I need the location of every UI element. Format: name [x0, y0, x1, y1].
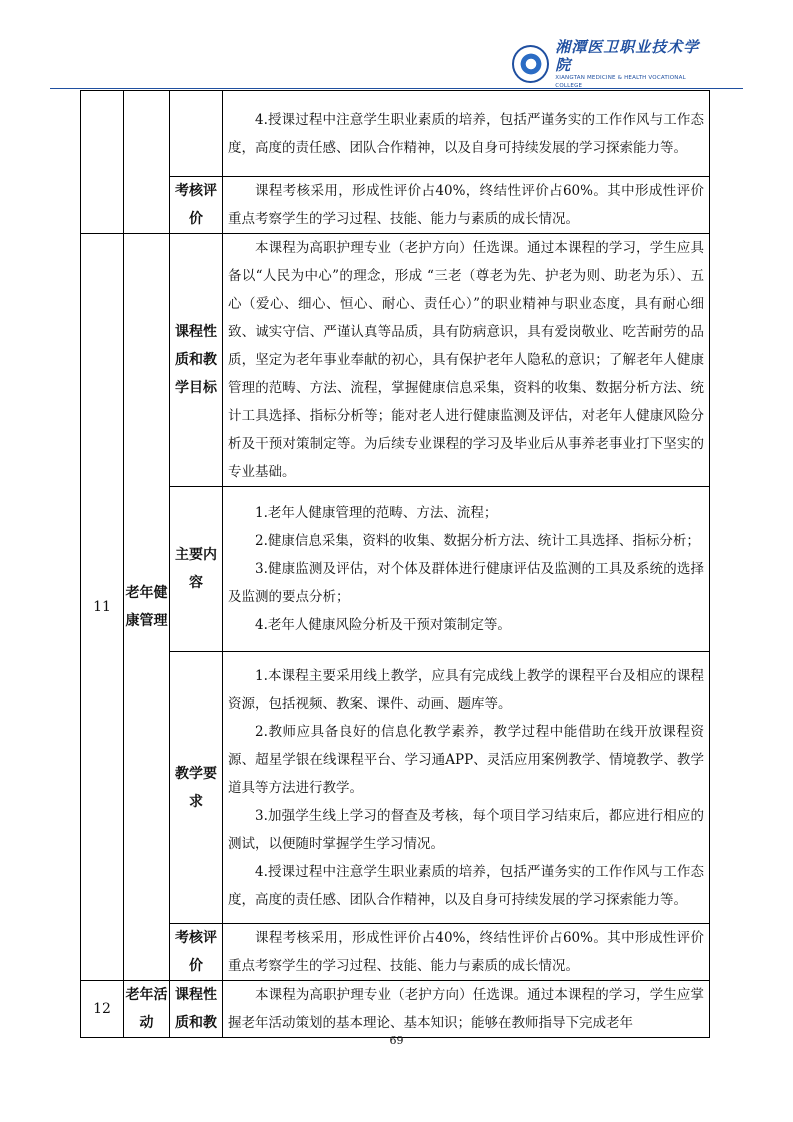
paragraph: 4.授课过程中注意学生职业素质的培养，包括严谨务实的工作作风与工作态度，高度的责任感、团队合作精神，以及自身可持续发展的学习探索能力等。	[228, 863, 704, 908]
paragraph: 3.加强学生线上学习的督查及考核，每个项目学习结束后，都应进行相应的测试，以便随时掌握学生学习情况。	[228, 807, 704, 852]
paragraph: 本课程为高职护理专业（老护方向）任选课。通过本课程的学习，学生应具备以“人民为中心”的理念，形成 “三老（尊老为先、护老为则、助老为乐）、五心（爱心、细心、恒心、耐心、责任心）”的职业精神与职业态度，具有耐心细致、诚实守信、严谨认真等品质，具有防病意识，具有爱岗敬业、吃苦耐劳的品质，坚定为老年事业奉献的初心，具有保护老年人隐私的意识；了解老年人健康管理的范畴、方法、流程，掌握健康信息采集，资料的收集、数据分析方法、统计工具选择、指标分析等；能对老人进行健康监测及评估，对老年人健康风险分析及干预对策制定等。为后续专业课程的学习及毕业后从事养老事业打下坚实的专业基础。	[228, 240, 704, 480]
paragraph: 3.健康监测及评估，对个体及群体进行健康评估及监测的工具及系统的选择及监测的要点分析；	[228, 561, 704, 605]
course-number-cell	[81, 91, 124, 234]
paragraph: 本课程为高职护理专业（老护方向）任选课。通过本课程的学习，学生应掌握老年活动策划的基本理论、基本知识；能够在教师指导下完成老年	[228, 987, 704, 1031]
paragraph: 1.本课程主要采用线上教学，应具有完成线上教学的课程平台及相应的课程资源，包括视频、教案、课件、动画、题库等。	[228, 667, 704, 712]
table-row	[81, 924, 710, 981]
main-content-cell	[223, 487, 710, 652]
teaching-requirements-cell	[223, 652, 710, 924]
school-name-en: XIANGTAN MEDICINE & HEALTH VOCATIONAL COLLEGE	[555, 75, 686, 89]
table-row	[81, 177, 710, 234]
table-row	[81, 487, 710, 652]
table-row	[81, 91, 710, 177]
course-nature-label: 课程性质和教学目标	[170, 234, 223, 487]
college-logo-icon	[512, 45, 549, 83]
paragraph: 课程考核采用，形成性评价占40%，终结性评价占60%。其中形成性评价重点考察学生的学习过程、技能、能力与素质的成长情况。	[228, 930, 704, 974]
paragraph: 4.授课过程中注意学生职业素质的培养，包括严谨务实的工作作风与工作态度，高度的责任感、团队合作精神，以及自身可持续发展的学习探索能力等。	[228, 111, 704, 156]
assessment-label: 考核评价	[170, 177, 223, 234]
course-number: 12	[81, 981, 124, 1038]
course-number: 11	[81, 234, 124, 981]
main-content-label: 主要内容	[170, 487, 223, 652]
table-row	[81, 652, 710, 924]
teaching-requirements-cell	[223, 91, 710, 177]
assessment-label: 考核评价	[170, 924, 223, 981]
header-rule	[50, 88, 743, 89]
course-table	[80, 90, 710, 1038]
course-name-cell	[124, 91, 170, 234]
course-name: 老年活动	[124, 981, 170, 1038]
assessment-cell	[223, 924, 710, 981]
paragraph: 课程考核采用，形成性评价占40%，终结性评价占60%。其中形成性评价重点考察学生的学习过程、技能、能力与素质的成长情况。	[228, 183, 704, 227]
assessment-cell	[223, 177, 710, 234]
teaching-requirements-label-cell	[170, 91, 223, 177]
teaching-requirements-label: 教学要求	[170, 652, 223, 924]
course-nature-label: 课程性质和教	[170, 981, 223, 1038]
page-number: 69	[389, 1034, 404, 1047]
table-row	[81, 981, 710, 1038]
table-row	[81, 234, 710, 487]
school-name: 湘潭医卫职业技术学院	[555, 38, 700, 74]
paragraph: 2.健康信息采集，资料的收集、数据分析方法、统计工具选择、指标分析；	[255, 533, 700, 549]
course-name: 老年健康管理	[124, 234, 170, 981]
page-header	[512, 38, 712, 89]
course-nature-cell	[223, 234, 710, 487]
paragraph: 4.老年人健康风险分析及干预对策制定等。	[255, 617, 511, 633]
course-nature-cell	[223, 981, 710, 1038]
paragraph: 2.教师应具备良好的信息化教学素养，教学过程中能借助在线开放课程资源、超星学银在线课程平台、学习通APP、灵活应用案例教学、情境教学、教学道具等方法进行教学。	[228, 723, 704, 796]
paragraph: 1.老年人健康管理的范畴、方法、流程；	[255, 505, 498, 521]
